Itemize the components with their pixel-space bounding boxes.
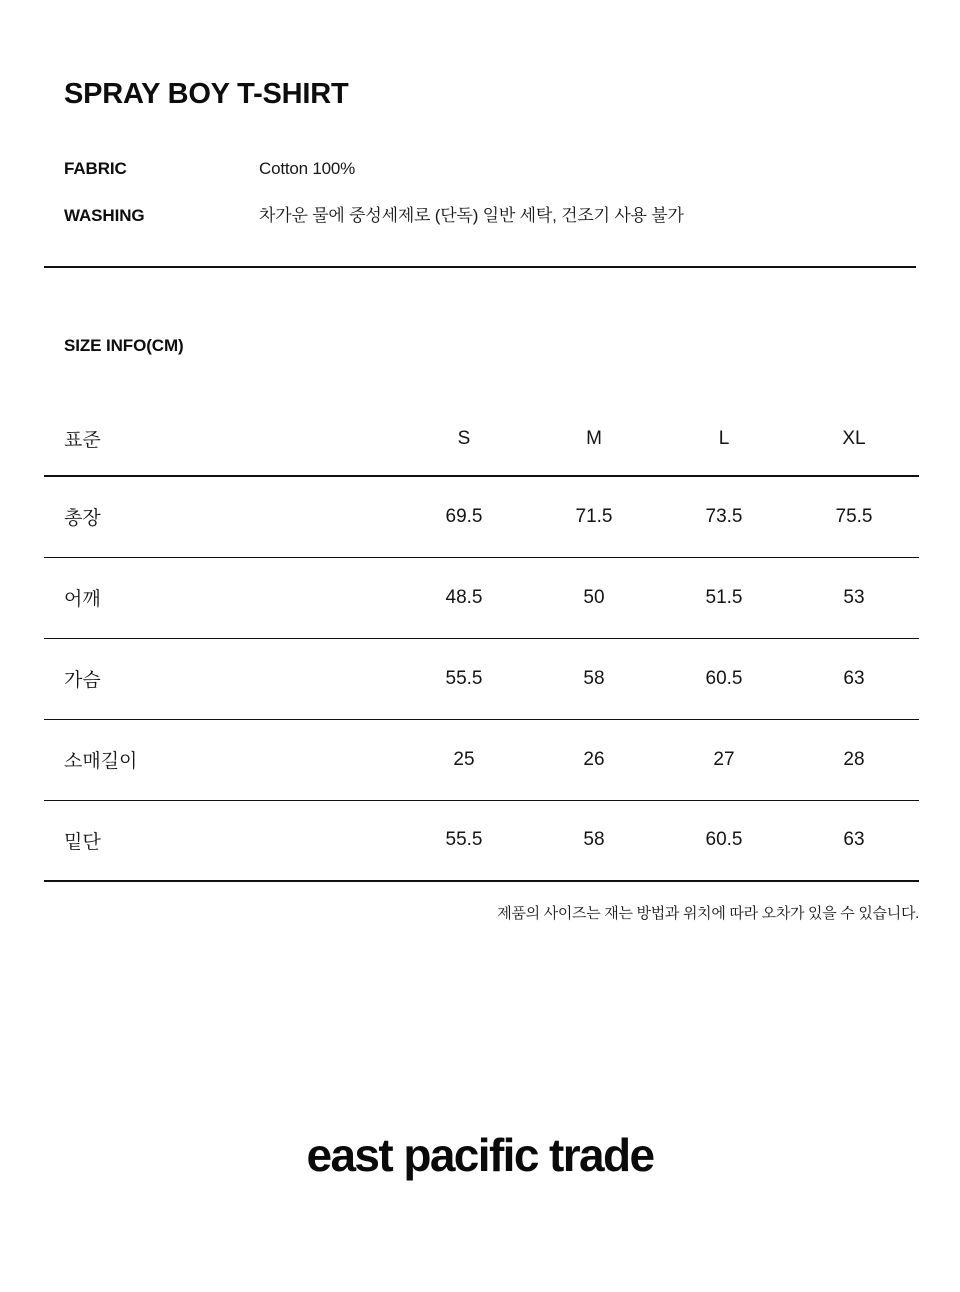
column-header-l: L bbox=[718, 427, 730, 449]
table-row bbox=[44, 638, 919, 719]
cell-hem-m: 58 bbox=[583, 829, 605, 851]
spec-value-washing: 차가운 물에 중성세제로 (단독) 일반 세탁, 건조기 사용 불가 bbox=[259, 206, 684, 225]
row-label-chest: 가슴 bbox=[64, 670, 101, 691]
brand-name: east pacific trade bbox=[306, 1129, 654, 1181]
table-header-row bbox=[44, 402, 919, 476]
spec-list bbox=[44, 159, 916, 226]
cell-shoulder-xl: 53 bbox=[843, 586, 865, 608]
spec-label-washing: WASHING bbox=[64, 206, 145, 225]
size-info-heading: SIZE INFO(CM) bbox=[64, 336, 184, 355]
cell-chest-l: 60.5 bbox=[705, 667, 743, 689]
cell-shoulder-m: 50 bbox=[583, 586, 605, 608]
page-title: SPRAY BOY T-SHIRT bbox=[64, 78, 349, 110]
cell-total-length-l: 73.5 bbox=[705, 505, 743, 527]
cell-hem-xl: 63 bbox=[843, 829, 865, 851]
size-table bbox=[44, 402, 919, 882]
cell-total-length-s: 69.5 bbox=[445, 505, 483, 527]
size-table-body bbox=[44, 476, 919, 881]
spec-row-fabric bbox=[64, 159, 916, 179]
cell-sleeve-length-m: 26 bbox=[583, 748, 605, 770]
cell-shoulder-l: 51.5 bbox=[705, 586, 743, 608]
cell-total-length-xl: 75.5 bbox=[835, 505, 873, 527]
section-divider bbox=[44, 266, 916, 268]
size-table-note: 제품의 사이즈는 재는 방법과 위치에 따라 오차가 있을 수 있습니다. bbox=[497, 905, 919, 922]
table-row bbox=[44, 557, 919, 638]
table-row bbox=[44, 719, 919, 800]
column-header-m: M bbox=[586, 427, 602, 449]
row-label-sleeve-length: 소매길이 bbox=[64, 751, 138, 772]
row-label-hem: 밑단 bbox=[64, 831, 101, 853]
spec-value-fabric: Cotton 100% bbox=[259, 159, 356, 178]
table-row bbox=[44, 476, 919, 557]
cell-hem-s: 55.5 bbox=[445, 829, 483, 851]
cell-chest-m: 58 bbox=[583, 667, 605, 689]
column-header-s: S bbox=[457, 427, 471, 449]
cell-chest-xl: 63 bbox=[843, 667, 865, 689]
cell-total-length-m: 71.5 bbox=[575, 505, 613, 527]
size-table-head bbox=[44, 402, 919, 476]
spec-row-washing bbox=[64, 201, 916, 226]
cell-hem-l: 60.5 bbox=[705, 829, 743, 851]
row-label-shoulder: 어깨 bbox=[64, 589, 101, 610]
cell-sleeve-length-xl: 28 bbox=[843, 748, 865, 770]
cell-chest-s: 55.5 bbox=[445, 667, 483, 689]
cell-sleeve-length-s: 25 bbox=[453, 748, 475, 770]
cell-shoulder-s: 48.5 bbox=[445, 586, 483, 608]
row-label-total-length: 총장 bbox=[64, 508, 101, 530]
brand-logo bbox=[0, 1128, 960, 1182]
table-row bbox=[44, 800, 919, 881]
cell-sleeve-length-l: 27 bbox=[713, 748, 735, 770]
column-header-standard: 표준 bbox=[64, 430, 101, 451]
spec-label-fabric: FABRIC bbox=[64, 159, 127, 178]
column-header-xl: XL bbox=[842, 427, 866, 449]
